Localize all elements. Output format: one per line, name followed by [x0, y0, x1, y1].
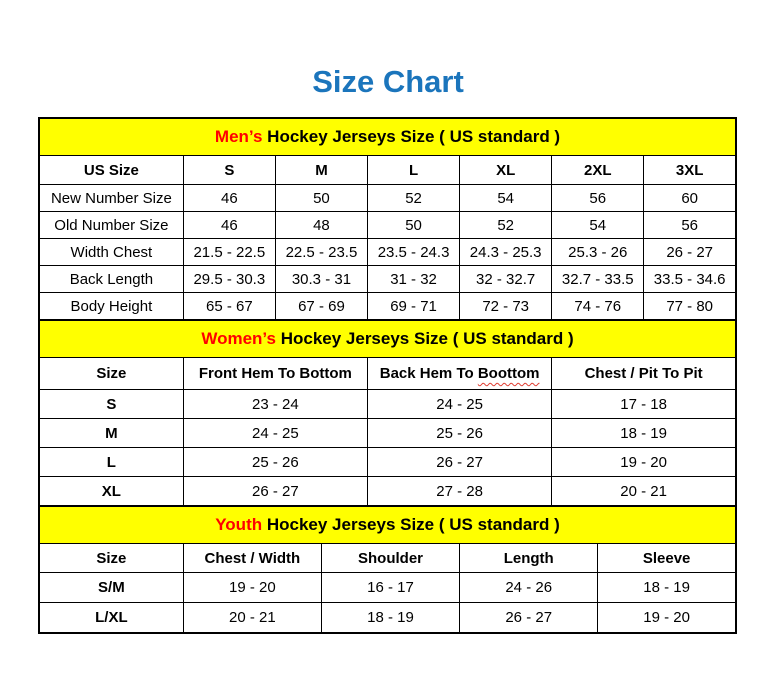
womens-table-row: [39, 419, 736, 448]
mens-col-header: XL: [460, 156, 552, 185]
youth-row-label-cell: S/M: [39, 573, 183, 603]
youth-table-row: [39, 603, 736, 634]
mens-table-row: [39, 239, 736, 266]
womens-column-header-row: [39, 358, 736, 390]
womens-row-label-cell: L: [39, 448, 183, 477]
mens-section-accent-word: Men’s: [214, 127, 263, 146]
mens-table-row: [39, 266, 736, 293]
mens-value-cell: 29.5 - 30.3: [183, 266, 275, 293]
mens-value-cell: 65 - 67: [183, 293, 275, 321]
mens-row-label-cell: Width Chest: [39, 239, 183, 266]
womens-row-label-cell: XL: [39, 477, 183, 507]
misspelled-word: Boottom: [477, 365, 540, 382]
mens-value-cell: 54: [460, 185, 552, 212]
womens-value-cell: 26 - 27: [183, 477, 367, 507]
youth-section-title: Youth Hockey Jerseys Size ( US standard ): [39, 506, 736, 544]
womens-table-row: [39, 477, 736, 507]
mens-value-cell: 52: [368, 185, 460, 212]
mens-row-label-cell: Body Height: [39, 293, 183, 321]
womens-value-cell: 18 - 19: [552, 419, 736, 448]
mens-value-cell: 50: [368, 212, 460, 239]
mens-value-cell: 74 - 76: [552, 293, 644, 321]
mens-value-cell: 46: [183, 212, 275, 239]
womens-value-cell: 24 - 25: [368, 390, 552, 419]
womens-value-cell: 17 - 18: [552, 390, 736, 419]
mens-column-header-row: [39, 156, 736, 185]
womens-value-cell: 25 - 26: [183, 448, 367, 477]
page-title: Size Chart: [312, 64, 464, 99]
womens-col-header: Size: [39, 358, 183, 390]
mens-size-table: [38, 117, 737, 321]
youth-value-cell: 18 - 19: [598, 573, 736, 603]
mens-value-cell: 26 - 27: [644, 239, 736, 266]
mens-value-cell: 22.5 - 23.5: [275, 239, 367, 266]
mens-value-cell: 67 - 69: [275, 293, 367, 321]
youth-size-table: [38, 505, 737, 634]
mens-section-band: [39, 118, 736, 156]
mens-col-header: L: [368, 156, 460, 185]
mens-col-header: S: [183, 156, 275, 185]
mens-value-cell: 25.3 - 26: [552, 239, 644, 266]
mens-row-label-cell: Old Number Size: [39, 212, 183, 239]
mens-value-cell: 69 - 71: [368, 293, 460, 321]
womens-size-table: [38, 319, 737, 507]
mens-table-row: [39, 212, 736, 239]
womens-table-row: [39, 448, 736, 477]
youth-column-header-row: [39, 544, 736, 573]
mens-col-header: M: [275, 156, 367, 185]
youth-value-cell: 19 - 20: [183, 573, 321, 603]
womens-col-header: Front Hem To Bottom: [183, 358, 367, 390]
womens-value-cell: 19 - 20: [552, 448, 736, 477]
youth-value-cell: 24 - 26: [460, 573, 598, 603]
mens-value-cell: 32.7 - 33.5: [552, 266, 644, 293]
mens-value-cell: 54: [552, 212, 644, 239]
womens-value-cell: 24 - 25: [183, 419, 367, 448]
womens-value-cell: 23 - 24: [183, 390, 367, 419]
womens-value-cell: 20 - 21: [552, 477, 736, 507]
womens-section-title: Women’s Hockey Jerseys Size ( US standard ): [39, 320, 736, 358]
youth-col-header: Size: [39, 544, 183, 573]
mens-value-cell: 72 - 73: [460, 293, 552, 321]
mens-value-cell: 46: [183, 185, 275, 212]
womens-section-accent-word: Women’s: [201, 329, 276, 348]
youth-section-band: [39, 506, 736, 544]
mens-row-label-cell: New Number Size: [39, 185, 183, 212]
mens-value-cell: 52: [460, 212, 552, 239]
mens-value-cell: 23.5 - 24.3: [368, 239, 460, 266]
mens-value-cell: 31 - 32: [368, 266, 460, 293]
youth-col-header: Shoulder: [321, 544, 459, 573]
womens-row-label-cell: S: [39, 390, 183, 419]
womens-col-header: Back Hem To Boottom: [368, 358, 552, 390]
youth-table-row: [39, 573, 736, 603]
mens-value-cell: 56: [644, 212, 736, 239]
youth-value-cell: 18 - 19: [321, 603, 459, 634]
womens-row-label-cell: M: [39, 419, 183, 448]
womens-table-row: [39, 390, 736, 419]
womens-value-cell: 26 - 27: [368, 448, 552, 477]
womens-col-header: Chest / Pit To Pit: [552, 358, 736, 390]
mens-section-title: Men’s Hockey Jerseys Size ( US standard ): [39, 118, 736, 156]
youth-value-cell: 26 - 27: [460, 603, 598, 634]
mens-value-cell: 50: [275, 185, 367, 212]
mens-value-cell: 77 - 80: [644, 293, 736, 321]
womens-value-cell: 25 - 26: [368, 419, 552, 448]
youth-col-header: Chest / Width: [183, 544, 321, 573]
womens-value-cell: 27 - 28: [368, 477, 552, 507]
mens-value-cell: 48: [275, 212, 367, 239]
size-tables-container: [38, 117, 737, 634]
mens-table-row: [39, 185, 736, 212]
mens-value-cell: 56: [552, 185, 644, 212]
mens-value-cell: 21.5 - 22.5: [183, 239, 275, 266]
mens-value-cell: 30.3 - 31: [275, 266, 367, 293]
youth-value-cell: 16 - 17: [321, 573, 459, 603]
youth-row-label-cell: L/XL: [39, 603, 183, 634]
mens-value-cell: 24.3 - 25.3: [460, 239, 552, 266]
mens-col-header: 3XL: [644, 156, 736, 185]
youth-section-accent-word: Youth: [215, 515, 263, 534]
mens-table-row: [39, 293, 736, 321]
mens-value-cell: 33.5 - 34.6: [644, 266, 736, 293]
mens-value-cell: 60: [644, 185, 736, 212]
mens-row-label-cell: Back Length: [39, 266, 183, 293]
youth-value-cell: 20 - 21: [183, 603, 321, 634]
womens-section-band: [39, 320, 736, 358]
mens-value-cell: 32 - 32.7: [460, 266, 552, 293]
mens-col-header: 2XL: [552, 156, 644, 185]
youth-value-cell: 19 - 20: [598, 603, 736, 634]
mens-col-header: US Size: [39, 156, 183, 185]
youth-col-header: Sleeve: [598, 544, 736, 573]
youth-col-header: Length: [460, 544, 598, 573]
